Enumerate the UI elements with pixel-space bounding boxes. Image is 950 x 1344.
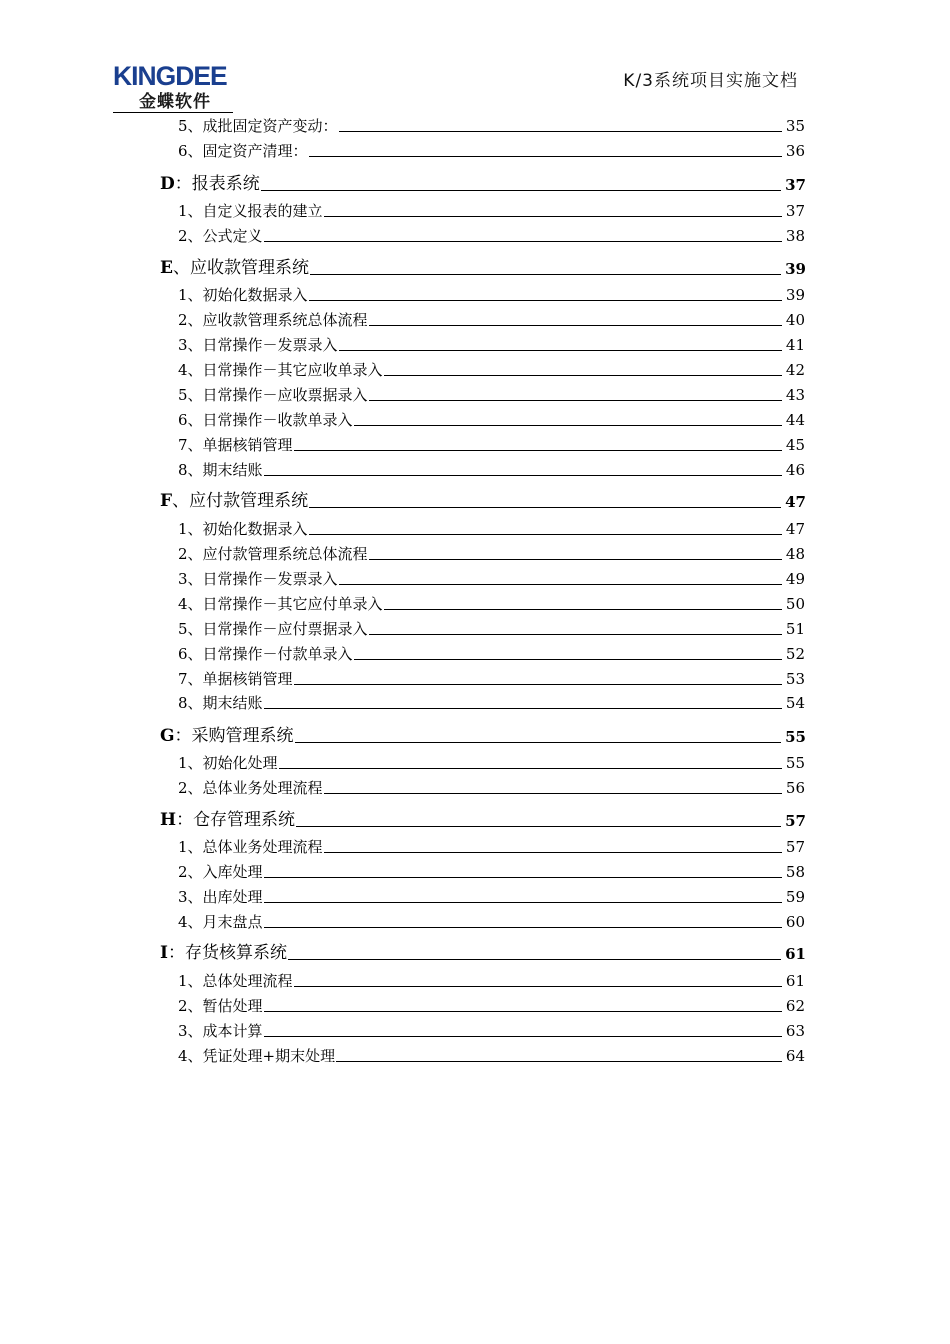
toc-leader-line — [295, 742, 782, 743]
toc-label: 4、日常操作－其它应收单录入 — [178, 361, 383, 379]
toc-leader-line — [309, 156, 782, 157]
toc-section-separator: ： — [174, 726, 192, 746]
toc-entry-row[interactable] — [178, 890, 805, 905]
toc-label: 8、期末结账 — [178, 461, 263, 479]
toc-page-number: 56 — [785, 779, 805, 797]
toc-leader-line — [294, 986, 782, 987]
toc-entry-row[interactable] — [178, 413, 805, 428]
toc-entry-row[interactable] — [178, 597, 805, 612]
toc-label: 2、应收款管理系统总体流程 — [178, 311, 368, 329]
toc-page-number: 48 — [785, 545, 805, 563]
toc-label: 6、日常操作－付款单录入 — [178, 645, 353, 663]
logo-underline — [113, 112, 233, 113]
toc-leader-line — [294, 684, 782, 685]
toc-label: 8、期末结账 — [178, 694, 263, 712]
toc-section-row[interactable] — [160, 728, 806, 745]
toc-label: 1、自定义报表的建立 — [178, 202, 323, 220]
toc-page-number: 50 — [785, 595, 805, 613]
toc-page-number: 36 — [785, 142, 805, 160]
toc-page-number: 35 — [785, 117, 805, 135]
toc-leader-line — [261, 190, 781, 191]
toc-page-number: 37 — [785, 202, 805, 220]
toc-page-number: 63 — [785, 1022, 805, 1040]
toc-leader-line — [264, 927, 782, 928]
toc-leader-line — [369, 325, 782, 326]
toc-entry-row[interactable] — [178, 547, 805, 562]
toc-leader-line — [264, 241, 782, 242]
toc-page-number: 54 — [785, 694, 805, 712]
toc-label: 2、暂估处理 — [178, 997, 263, 1015]
toc-page-number: 51 — [785, 620, 805, 638]
toc-label: 2、总体业务处理流程 — [178, 779, 323, 797]
toc-leader-line — [339, 350, 782, 351]
toc-page-number: 39 — [785, 286, 805, 304]
toc-entry-row[interactable] — [178, 313, 805, 328]
toc-entry-row[interactable] — [178, 1049, 805, 1064]
toc-section-separator: ： — [167, 943, 185, 963]
toc-section-letter: I — [160, 943, 168, 963]
toc-entry-row[interactable] — [178, 119, 805, 134]
toc-leader-line — [309, 300, 782, 301]
toc-leader-line — [279, 768, 782, 769]
toc-entry-row[interactable] — [178, 915, 805, 930]
toc-leader-line — [369, 559, 782, 560]
toc-entry-row[interactable] — [178, 1024, 805, 1039]
toc-entry-row[interactable] — [178, 622, 805, 637]
toc-section-row[interactable] — [160, 945, 806, 962]
toc-page-number: 45 — [785, 436, 805, 454]
toc-page-number: 61 — [785, 945, 806, 963]
toc-page-number: 57 — [785, 812, 806, 830]
toc-leader-line — [339, 584, 782, 585]
toc-entry-row[interactable] — [178, 672, 805, 687]
toc-label: 1、总体业务处理流程 — [178, 838, 323, 856]
toc-page-number: 37 — [785, 176, 806, 194]
toc-label: 5、成批固定资产变动： — [178, 117, 338, 135]
toc-entry-row[interactable] — [178, 840, 805, 855]
toc-page-number: 52 — [785, 645, 805, 663]
toc-leader-line — [310, 274, 781, 275]
toc-page-number: 64 — [785, 1047, 805, 1065]
toc-page-number: 40 — [785, 311, 805, 329]
toc-leader-line — [264, 475, 782, 476]
toc-section-letter: D — [160, 174, 175, 194]
toc-label: 7、单据核销管理 — [178, 436, 293, 454]
toc-leader-line — [288, 959, 781, 960]
toc-section-row[interactable] — [160, 812, 806, 829]
toc-section-title: 报表系统 — [191, 174, 260, 194]
toc-entry-row[interactable] — [178, 522, 805, 537]
toc-leader-line — [369, 634, 782, 635]
toc-section-title: 采购管理系统 — [191, 726, 294, 746]
toc-leader-line — [264, 1011, 782, 1012]
toc-label: 1、初始化数据录入 — [178, 520, 308, 538]
toc-page-number: 46 — [785, 461, 805, 479]
kingdee-logo — [113, 62, 233, 114]
logo-chinese-name: 金蝶软件 — [139, 92, 211, 112]
toc-page-number: 57 — [785, 838, 805, 856]
toc-label: 1、初始化数据录入 — [178, 286, 308, 304]
toc-entry-row[interactable] — [178, 388, 805, 403]
toc-entry-row[interactable] — [178, 144, 805, 159]
toc-page-number: 58 — [785, 863, 805, 881]
toc-entry-row[interactable] — [178, 999, 805, 1014]
toc-label: 5、日常操作－应收票据录入 — [178, 386, 368, 404]
toc-page-number: 38 — [785, 227, 805, 245]
toc-label: 2、公式定义 — [178, 227, 263, 245]
toc-section-letter: F — [160, 491, 173, 511]
toc-entry-row[interactable] — [178, 463, 805, 478]
toc-label: 1、总体处理流程 — [178, 972, 293, 990]
toc-page-number: 41 — [785, 336, 805, 354]
toc-entry-row[interactable] — [178, 204, 805, 219]
toc-leader-line — [309, 507, 781, 508]
document-title: K/3系统项目实施文档 — [623, 71, 798, 91]
toc-leader-line — [324, 852, 782, 853]
toc-section-row[interactable] — [160, 493, 806, 510]
toc-entry-row[interactable] — [178, 865, 805, 880]
toc-label: 5、日常操作－应付票据录入 — [178, 620, 368, 638]
toc-page-number: 53 — [785, 670, 805, 688]
toc-leader-line — [264, 1036, 782, 1037]
toc-label: 4、月末盘点 — [178, 913, 263, 931]
toc-leader-line — [339, 131, 782, 132]
toc-leader-line — [296, 826, 781, 827]
toc-section-separator: 、 — [172, 491, 190, 511]
toc-entry-row[interactable] — [178, 781, 805, 796]
toc-section-letter: E — [160, 258, 173, 278]
toc-leader-line — [324, 216, 782, 217]
toc-page-number: 43 — [785, 386, 805, 404]
toc-label: 3、日常操作－发票录入 — [178, 570, 338, 588]
toc-label: 4、凭证处理+期末处理 — [178, 1047, 336, 1065]
toc-leader-line — [264, 902, 782, 903]
toc-leader-line — [309, 534, 782, 535]
toc-section-title: 存货核算系统 — [184, 943, 287, 963]
toc-entry-row[interactable] — [178, 229, 805, 244]
toc-page-number: 55 — [785, 754, 805, 772]
toc-label — [160, 260, 309, 277]
toc-page-number: 47 — [785, 520, 805, 538]
toc-entry-row[interactable] — [178, 974, 805, 989]
toc-page-number: 61 — [785, 972, 805, 990]
toc-leader-line — [294, 450, 782, 451]
toc-entry-row[interactable] — [178, 756, 805, 771]
toc-label — [160, 493, 308, 510]
toc-label: 2、入库处理 — [178, 863, 263, 881]
toc-label: 7、单据核销管理 — [178, 670, 293, 688]
toc-leader-line — [324, 793, 782, 794]
toc-entry-row[interactable] — [178, 572, 805, 587]
toc-entry-row[interactable] — [178, 647, 805, 662]
toc-label: 3、成本计算 — [178, 1022, 263, 1040]
toc-label: 1、初始化处理 — [178, 754, 278, 772]
toc-page-number: 44 — [785, 411, 805, 429]
toc-section-letter: H — [160, 810, 177, 830]
toc-leader-line — [264, 708, 782, 709]
toc-page-number: 55 — [785, 728, 806, 746]
toc-label: 2、应付款管理系统总体流程 — [178, 545, 368, 563]
toc-section-title: 仓存管理系统 — [193, 810, 296, 830]
toc-leader-line — [264, 877, 782, 878]
toc-label — [160, 812, 295, 829]
toc-label: 3、出库处理 — [178, 888, 263, 906]
toc-label — [160, 728, 294, 745]
toc-leader-line — [354, 659, 782, 660]
toc-page-number: 42 — [785, 361, 805, 379]
toc-label: 6、固定资产清理： — [178, 142, 308, 160]
toc-label — [160, 945, 287, 962]
toc-section-separator: ： — [174, 174, 192, 194]
toc-label — [160, 176, 260, 193]
toc-section-separator: ： — [176, 810, 194, 830]
toc-page-number: 62 — [785, 997, 805, 1015]
toc-entry-row[interactable] — [178, 438, 805, 453]
toc-leader-line — [336, 1061, 782, 1062]
toc-leader-line — [369, 400, 782, 401]
toc-label: 6、日常操作－收款单录入 — [178, 411, 353, 429]
toc-page-number: 47 — [785, 493, 806, 511]
logo-wordmark: KINGDEE — [113, 61, 227, 91]
toc-page-number: 60 — [785, 913, 805, 931]
toc-entry-row[interactable] — [178, 338, 805, 353]
toc-page-number: 49 — [785, 570, 805, 588]
toc-page-number: 39 — [785, 260, 806, 278]
toc-leader-line — [354, 425, 782, 426]
toc-leader-line — [384, 609, 782, 610]
toc-section-title: 应付款管理系统 — [189, 491, 309, 511]
toc-section-title: 应收款管理系统 — [189, 258, 309, 278]
toc-entry-row[interactable] — [178, 696, 805, 711]
toc-page-number: 59 — [785, 888, 805, 906]
toc-label: 3、日常操作－发票录入 — [178, 336, 338, 354]
toc-section-row[interactable] — [160, 176, 806, 193]
toc-section-row[interactable] — [160, 260, 806, 277]
toc-label: 4、日常操作－其它应付单录入 — [178, 595, 383, 613]
toc-entry-row[interactable] — [178, 363, 805, 378]
toc-leader-line — [384, 375, 782, 376]
toc-entry-row[interactable] — [178, 288, 805, 303]
toc-section-separator: 、 — [172, 258, 190, 278]
toc-section-letter: G — [160, 726, 175, 746]
